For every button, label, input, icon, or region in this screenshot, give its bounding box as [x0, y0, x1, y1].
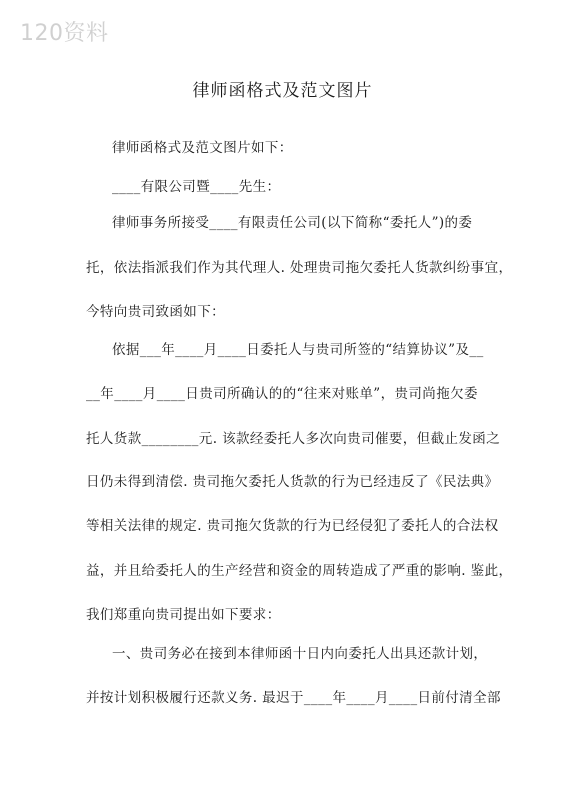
paragraph-line: 依据___年____月____日委托人与贵司所签的“结算协议”及__: [112, 342, 484, 358]
paragraph-line: 托，依法指派我们作为其代理人. 处理贵司拖欠委托人货款纠纷事宜，: [86, 260, 513, 276]
paragraph-line: 今特向贵司致函如下：: [86, 304, 225, 320]
salutation-line: ____有限公司暨____先生：: [112, 179, 281, 195]
paragraph-line: 一、贵司务必在接到本律师函十日内向委托人出具还款计划，: [112, 646, 488, 662]
document-title: 律师函格式及范文图片: [192, 81, 373, 101]
watermark-logo: 120资料: [20, 21, 109, 46]
paragraph-line: 我们郑重向贵司提出如下要求：: [86, 607, 281, 623]
paragraph-line: 律师事务所接受____有限责任公司(以下简称“委托人”)的委: [112, 215, 473, 231]
paragraph-line: 托人货款________元. 该款经委托人多次向贵司催要，但截止发函之: [86, 431, 501, 447]
paragraph-line: 日仍未得到清偿. 贵司拖欠委托人货款的行为已经违反了《民法典》: [86, 474, 499, 490]
paragraph-line: __年____月____日贵司所确认的的“往来对账单”，贵司尚拖欠委: [86, 386, 478, 402]
paragraph-line: 益，并且给委托人的生产经营和资金的周转造成了严重的影响. 鉴此，: [86, 563, 513, 579]
intro-line: 律师函格式及范文图片如下：: [112, 140, 293, 156]
paragraph-line: 并按计划积极履行还款义务. 最迟于____年____月____日前付清全部: [86, 690, 501, 706]
paragraph-line: 等相关法律的规定. 贵司拖欠货款的行为已经侵犯了委托人的合法权: [86, 518, 499, 534]
